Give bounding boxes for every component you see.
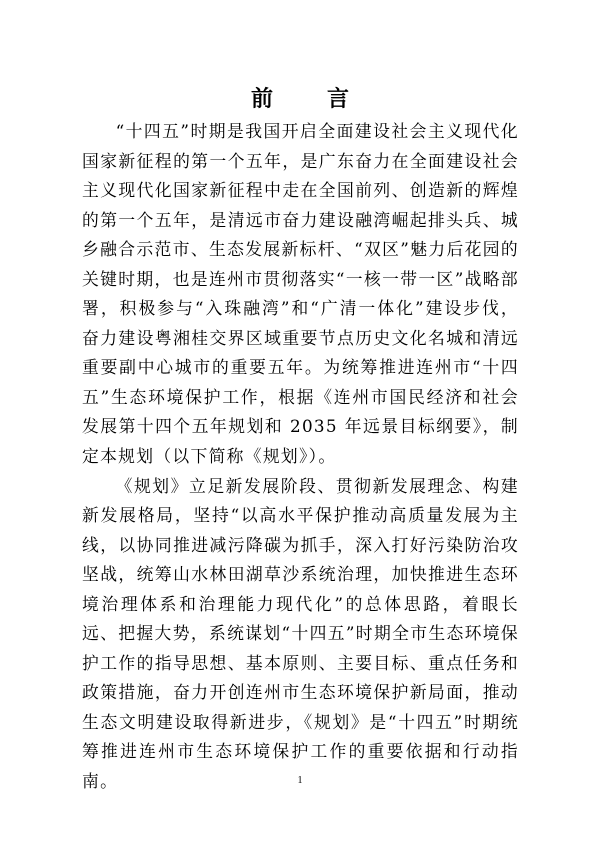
- paragraph: 《规划》立足新发展阶段、贯彻新发展理念、构建新发展格局，坚持“以高水平保护推动高质量发展为主线，以协同推进减污降碳为抓手，深入打好污染防治攻坚战，统筹山水林田湖草沙系统治理，加快推进生态环境治理体系和治理能力现代化”的总体思路，着眼长远、把握大势，系统谋划“十四五”时期全市生态环境保护工作的指导思想、基本原则、主要目标、重点任务和政策措施，奋力开创连州市生态环境保护新局面，推动生态文明建设取得新进步，《规划》是“十四五”时期统筹推进连州市生态环境保护工作的重要依据和行动指南。: [82, 475, 519, 792]
- paragraph: “十四五”时期是我国开启全面建设社会主义现代化国家新征程的第一个五年，是广东奋力在全面建设社会主义现代化国家新征程中走在全国前列、创造新的辉煌的第一个五年，是清远市奋力建设融湾崛起排头兵、城乡融合示范市、生态发展新标杆、“双区”魅力后花园的关键时期，也是连州市贯彻落实“一核一带一区”战略部署，积极参与“入珠融湾”和“广清一体化”建设步伐，奋力建设粤湘桂交界区域重要节点历史文化名城和清远重要副中心城市的重要五年。为统筹推进连州市“十四五”生态环境保护工作，根据《连州市国民经济和社会发展第十四个五年规划和 2035 年远景目标纲要》，制定本规划（以下简称《规划》）。: [82, 121, 519, 467]
- document-body: [82, 117, 519, 797]
- page-title: 前 言: [250, 87, 365, 112]
- page-number: 1: [297, 775, 303, 786]
